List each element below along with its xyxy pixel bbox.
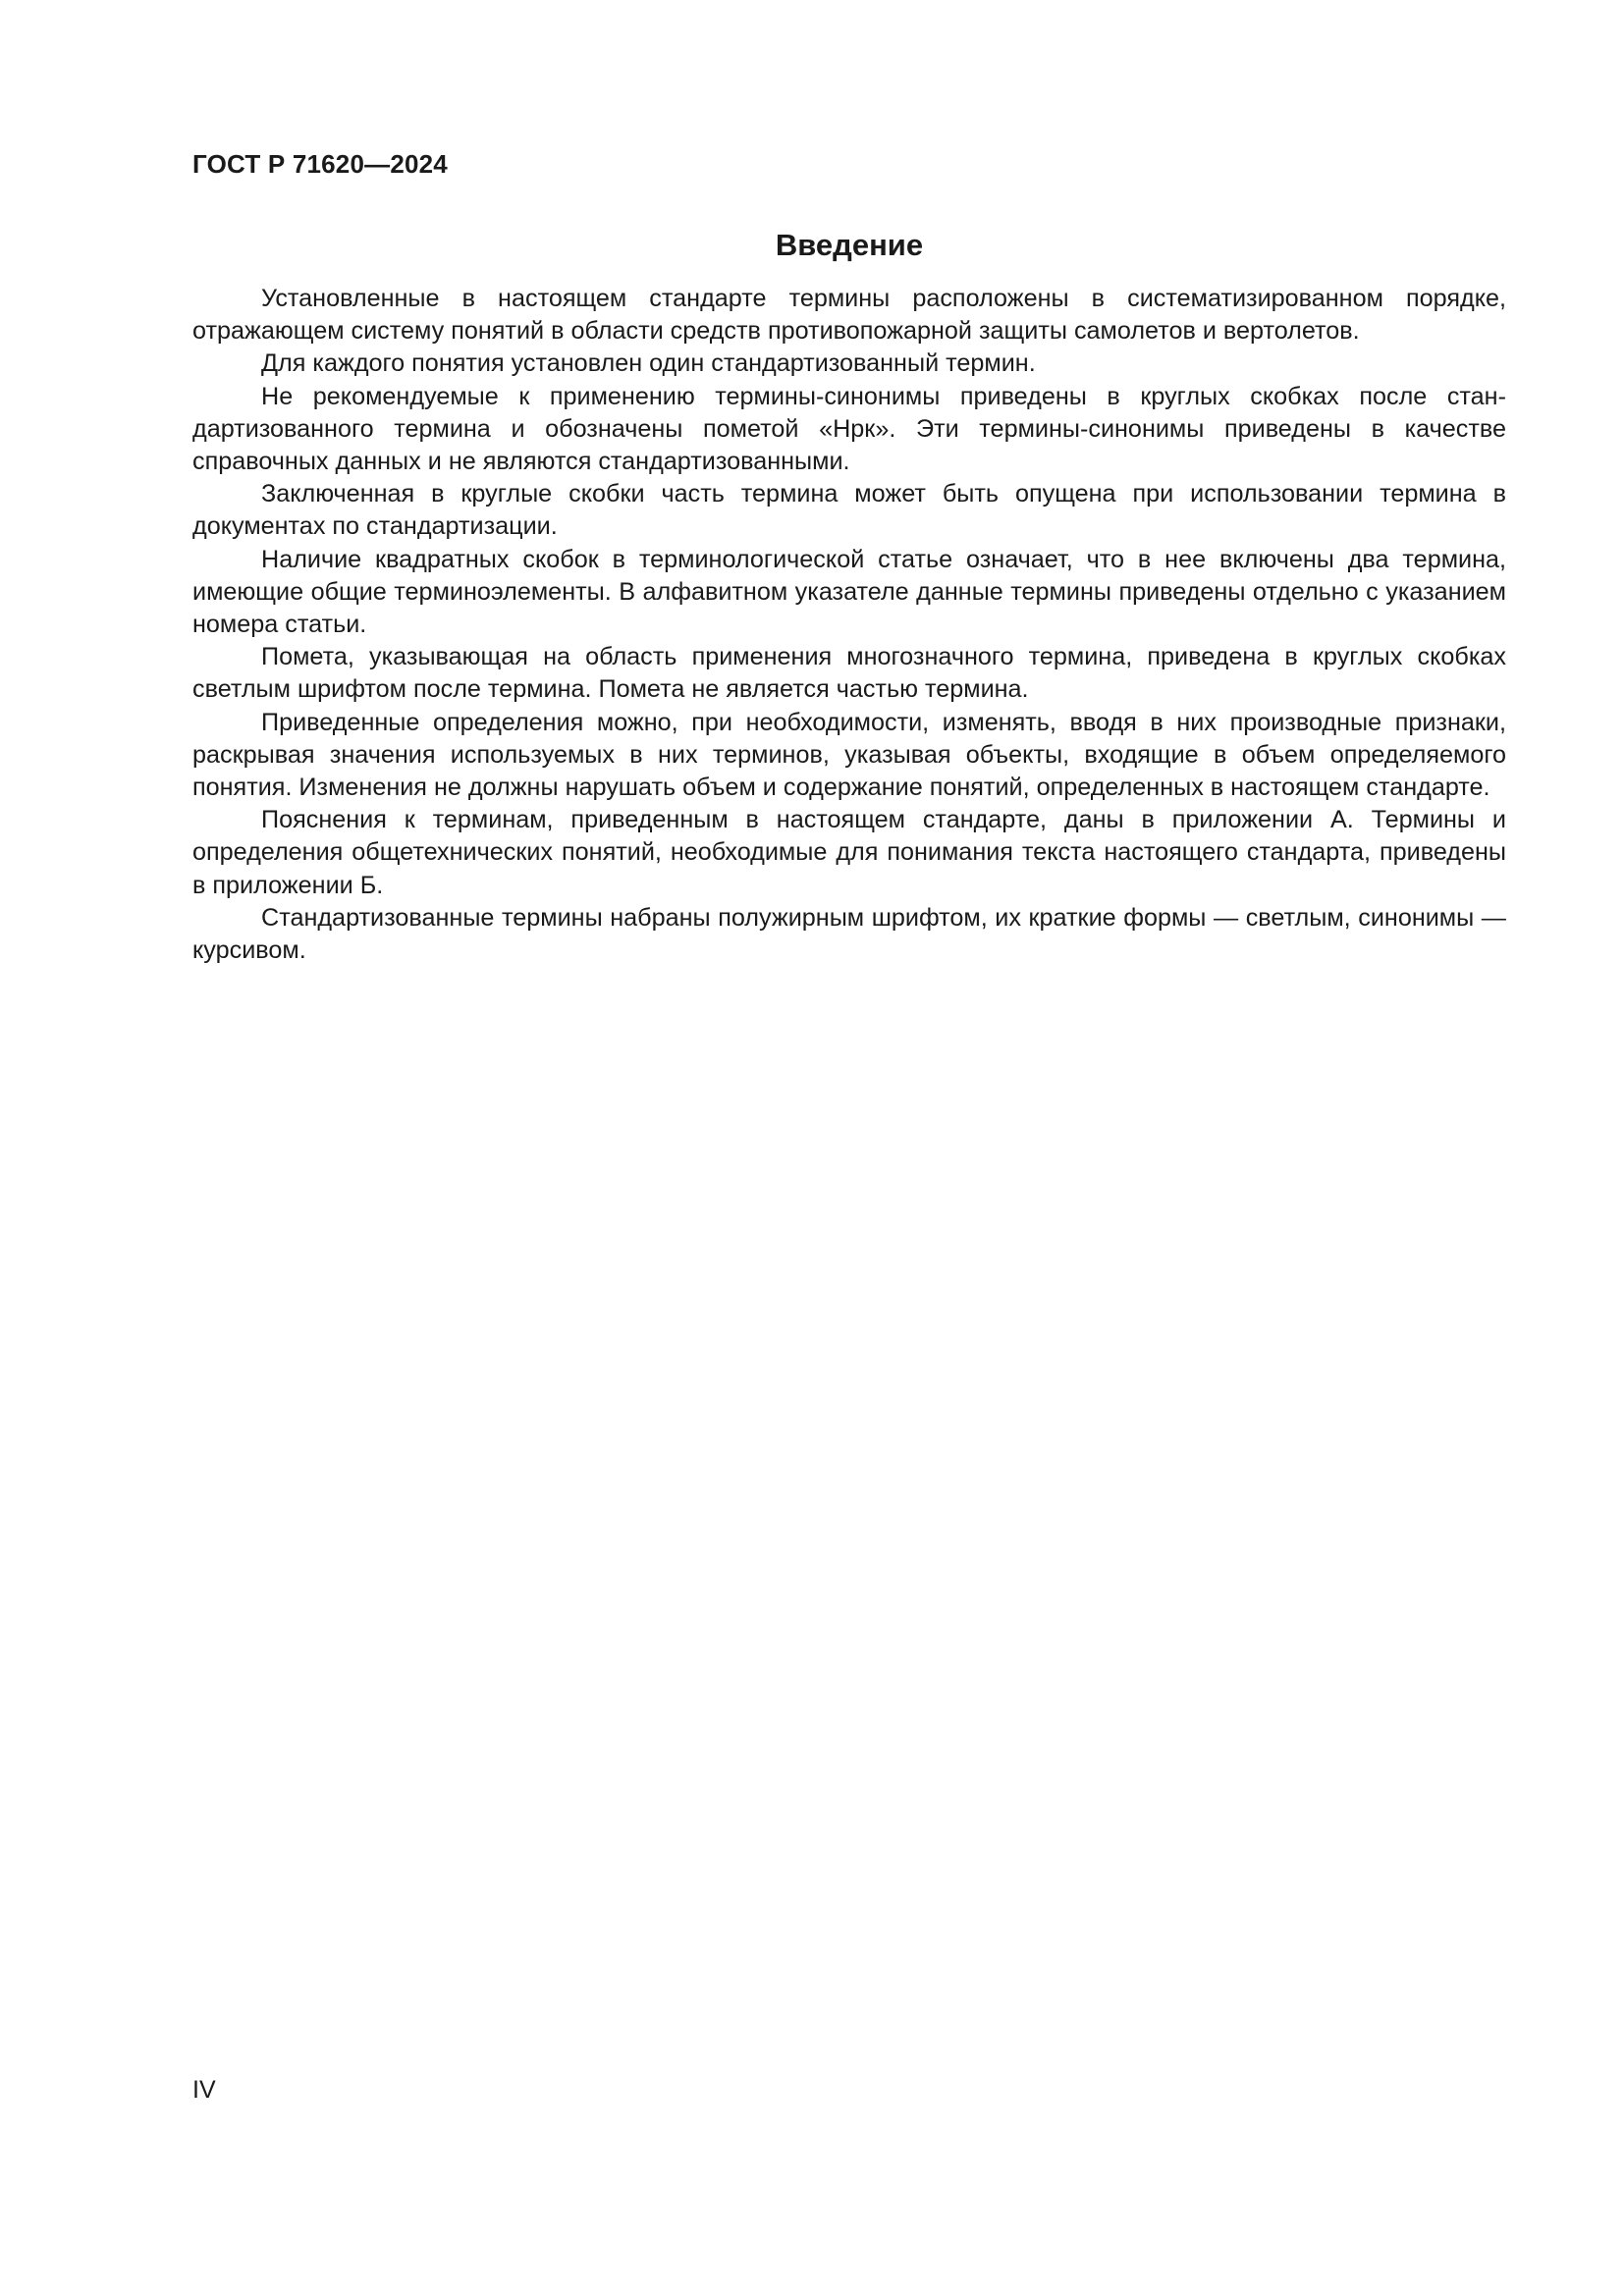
paragraph: Не рекомендуемые к применению термины-синонимы приведены в круглых скобках после стандартизованного термина и обозначены пометой «Нрк». Эти термины-синонимы приведены в качестве справочных данных и не являются стандартизованными. — [192, 382, 1506, 476]
page-number: IV — [192, 2076, 216, 2104]
section-title: Введение — [775, 228, 924, 262]
paragraph: Для каждого понятия установлен один стандартизованный термин. — [261, 349, 1036, 378]
introduction-body — [192, 283, 1506, 967]
paragraph: Стандартизованные термины набраны полужирным шрифтом, их краткие формы — светлым, синонимы — курсивом. — [192, 903, 1506, 965]
paragraph: Помета, указывающая на область применения многозначного термина, приведена в круглых скобках светлым шрифтом после термина. Помета не является частью термина. — [192, 643, 1506, 704]
paragraph: Установленные в настоящем стандарте термины расположены в систематизированном порядке, отражающем систему понятий в области средств противопожарной защиты самолетов и вертолетов. — [192, 285, 1506, 346]
paragraph: Наличие квадратных скобок в терминологической статье означает, что в нее включены два термина, имеющие общие терминоэлементы. В алфавитном указателе данные термины приведены отдельно с указанием номера статьи. — [192, 545, 1506, 639]
document-code-header: ГОСТ Р 71620—2024 — [192, 149, 448, 179]
paragraph: Заключенная в круглые скобки часть термина может быть опущена при использовании термина в документах по стандартизации. — [192, 480, 1506, 541]
paragraph: Приведенные определения можно, при необходимости, изменять, вводя в них производные признаки, раскрывая значения используемых в них терминов, указывая объекты, входящие в объем определяемого понятия. Изменения не должны нарушать объем и содержание понятий, определенных в настоящем стандарте. — [192, 708, 1506, 802]
paragraph: Пояснения к терминам, приведенным в настоящем стандарте, даны в приложении А. Термины и определения общетехнических понятий, необходимые для понимания текста настоящего стандарта, приведены в приложении Б. — [192, 806, 1506, 899]
